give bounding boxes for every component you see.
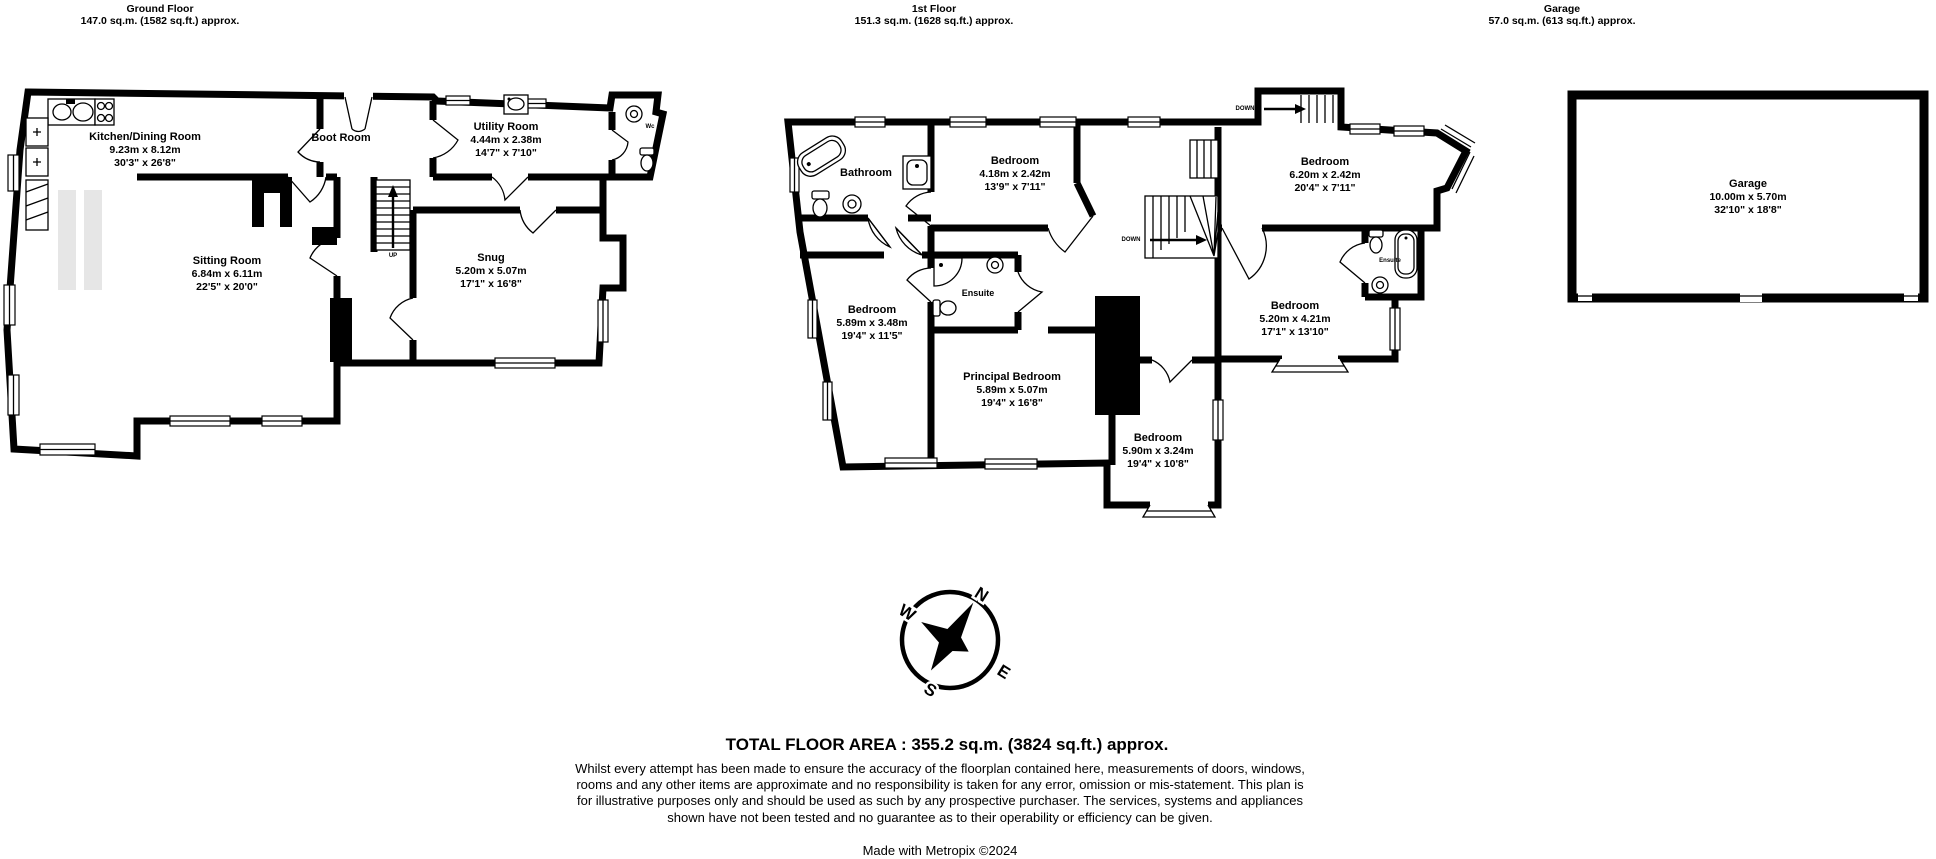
room-name: Bedroom — [1300, 156, 1350, 168]
room-label-bedroom3 — [836, 304, 907, 343]
room-label-bedroom1 — [979, 155, 1050, 194]
ground-floor-header — [10, 4, 310, 27]
stairs-down-label-top: DOWN — [1235, 106, 1255, 112]
ensuite1-sink-icon — [987, 257, 1003, 273]
compass-rose — [895, 583, 1013, 701]
room-label-ensuite2: Ensuite — [1379, 258, 1401, 264]
stairs-straight-icon — [1190, 140, 1218, 178]
stairs-up-icon — [376, 180, 410, 250]
room-label-kitchen — [89, 131, 201, 170]
room-name: Boot Room — [311, 132, 371, 144]
pedestal-sink-icon — [843, 195, 861, 213]
room-dim-metric: 9.23m x 8.12m — [109, 144, 181, 156]
vanity-sink-icon — [903, 156, 931, 189]
ensuite2-bath-icon — [1395, 230, 1417, 278]
room-dim-metric: 5.20m x 5.07m — [455, 265, 527, 277]
ground-floor-area: 147.0 sq.m. (1582 sq.ft.) approx. — [80, 14, 240, 27]
room-name: Bedroom — [1133, 432, 1183, 444]
first-floor-area: 151.3 sq.m. (1628 sq.ft.) approx. — [854, 14, 1014, 27]
room-dim-metric: 10.00m x 5.70m — [1709, 191, 1787, 203]
room-name: Sitting Room — [192, 255, 262, 267]
disclaimer-text: Whilst every attempt has been made to ensure the accuracy of the floorplan contained here, measurements of doors, windows, rooms and any other items are approximate and no responsibility is taken for any error, omission or mis-statement. This plan is for illustrative purposes only and should be used as such by any prospective purchaser. The services, systems and appliances shown have not been tested and no guarantee as to their operability or efficiency can be given. — [575, 761, 1305, 825]
garage-area: 57.0 sq.m. (613 sq.ft.) approx. — [1488, 14, 1636, 27]
room-name: Bedroom — [990, 155, 1040, 167]
room-dim-metric: 5.90m x 3.24m — [1122, 445, 1194, 457]
credit-text: Made with Metropix ©2024 — [862, 843, 1018, 858]
room-label-ensuite1: Ensuite — [961, 288, 995, 298]
room-name: Kitchen/Dining Room — [89, 131, 201, 143]
room-label-principal — [963, 371, 1061, 410]
room-dim-metric: 4.18m x 2.42m — [979, 168, 1051, 180]
room-dim-imperial: 17'1" x 13'10" — [1261, 326, 1329, 338]
room-label-bathroom — [840, 167, 892, 180]
room-name: Bedroom — [847, 304, 897, 316]
stairs-down-label-winder: DOWN — [1121, 237, 1141, 243]
compass-north-label: N — [971, 583, 992, 606]
room-name: Bedroom — [1270, 300, 1320, 312]
room-dim-metric: 5.20m x 4.21m — [1259, 313, 1331, 325]
compass-east-label: E — [993, 660, 1014, 683]
stairs-down-winder-icon — [1145, 196, 1218, 258]
room-label-bedroom2 — [1289, 156, 1360, 195]
toilet-icon — [812, 191, 829, 217]
room-label-wc: Wc — [645, 124, 655, 130]
garage-title: Garage — [1543, 3, 1581, 15]
stairs-up-label: UP — [388, 253, 398, 259]
ensuite1-toilet-icon — [933, 300, 956, 316]
first-floor-title: 1st Floor — [911, 3, 957, 15]
garage-header — [1412, 4, 1712, 27]
hob-icon — [48, 99, 114, 125]
room-dim-imperial: 19'4" x 16'8" — [981, 397, 1043, 409]
compass-west-label: W — [895, 600, 919, 626]
room-label-sitting — [192, 255, 263, 294]
room-dim-imperial: 30'3" x 26'8" — [114, 157, 176, 169]
room-dim-imperial: 14'7" x 7'10" — [475, 147, 537, 159]
room-label-bedroom5 — [1122, 432, 1193, 471]
room-name: Garage — [1729, 178, 1767, 190]
fridge-icon — [26, 118, 48, 230]
room-dim-imperial: 22'5" x 20'0" — [196, 281, 258, 293]
room-dim-imperial: 19'4" x 10'8" — [1127, 458, 1189, 470]
room-name: Principal Bedroom — [963, 371, 1061, 383]
room-name: Bathroom — [840, 167, 892, 179]
room-name: Snug — [477, 252, 505, 264]
room-label-garage — [1709, 178, 1786, 217]
compass-south-label: S — [920, 679, 941, 702]
ground-floor-title: Ground Floor — [126, 3, 194, 15]
room-dim-imperial: 20'4" x 7'11" — [1294, 182, 1356, 194]
room-label-boot — [311, 132, 370, 145]
room-dim-metric: 4.44m x 2.38m — [470, 134, 542, 146]
room-name: Utility Room — [473, 121, 539, 133]
ensuite2-toilet-icon — [1369, 230, 1383, 253]
room-dim-imperial: 19'4" x 11'5" — [841, 330, 903, 342]
room-dim-metric: 6.84m x 6.11m — [191, 268, 263, 280]
room-dim-metric: 5.89m x 3.48m — [836, 317, 908, 329]
room-dim-imperial: 13'9" x 7'11" — [984, 181, 1046, 193]
total-floor-area: TOTAL FLOOR AREA : 355.2 sq.m. (3824 sq.ft.) approx. — [725, 735, 1169, 754]
room-dim-metric: 6.20m x 2.42m — [1289, 169, 1361, 181]
room-label-snug — [455, 252, 526, 291]
first-floor-header — [784, 4, 1084, 27]
utility-sink-icon — [504, 95, 528, 114]
room-dim-metric: 5.89m x 5.07m — [976, 384, 1048, 396]
ensuite2-sink-icon — [1372, 277, 1388, 293]
room-label-bedroom4 — [1259, 300, 1330, 339]
room-label-utility — [470, 121, 541, 160]
room-dim-imperial: 32'10" x 18'8" — [1714, 204, 1782, 216]
room-dim-imperial: 17'1" x 16'8" — [460, 278, 522, 290]
